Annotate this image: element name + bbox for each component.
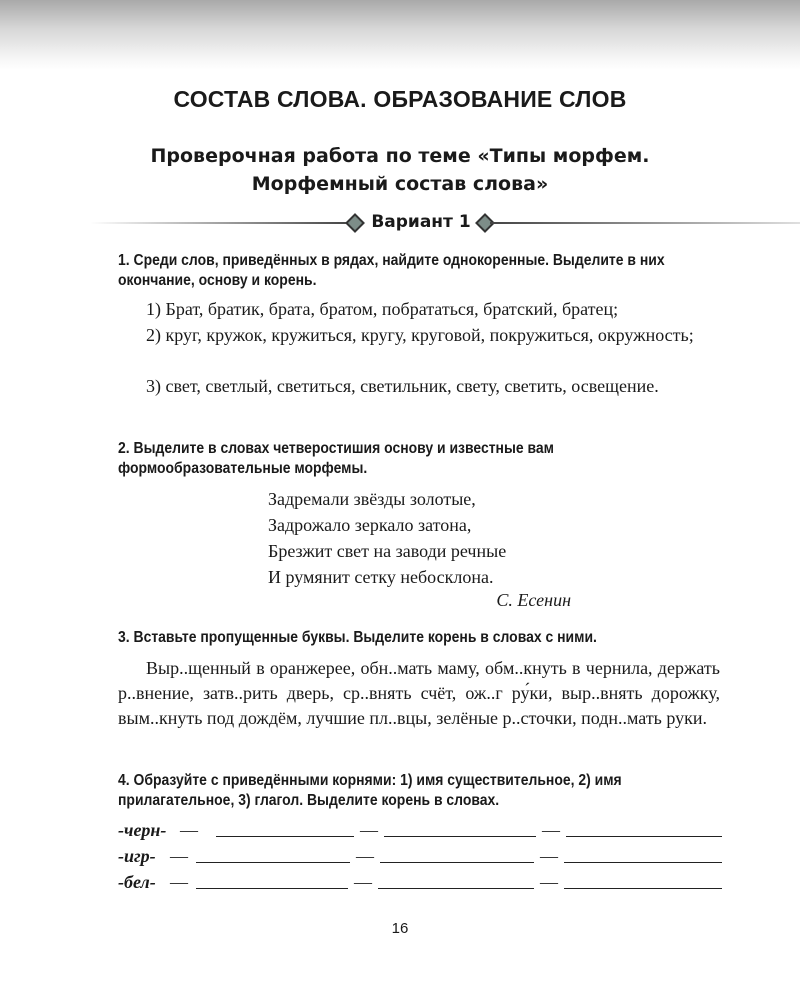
answer-blank-adjective[interactable] — [380, 862, 534, 863]
task4-heading: 4. Образуйте с приведёнными корнями: 1) имя существительное, 2) имя прилагательное, 3) глагол. Выделите корень в словах. — [118, 772, 622, 809]
poem — [268, 486, 578, 590]
root-label: -черн- — [118, 820, 167, 840]
dash: — — [170, 846, 188, 866]
task3-heading: 3. Вставьте пропущенные буквы. Выделите корень в словах с ними. — [118, 629, 597, 646]
task1-row-2: 2) круг, кружок, кружиться, кругу, круговой, покружиться, окружность; — [146, 325, 694, 345]
answer-blank-verb[interactable] — [564, 862, 722, 863]
poem-author: С. Есенин — [496, 590, 571, 610]
variant-label: Вариант 1 — [371, 212, 471, 232]
poem-line-3: Брезжит свет на заводи речные — [268, 541, 507, 561]
poem-line-1: Задремали звёзды золотые, — [268, 489, 476, 509]
root-row-chern — [118, 820, 722, 842]
page-number: 16 — [391, 920, 409, 937]
answer-blank-adjective[interactable] — [384, 836, 536, 837]
dash: — — [540, 846, 558, 866]
poem-line-4: И румянит сетку небосклона. — [268, 567, 494, 587]
dash: — — [360, 820, 378, 840]
task1-heading: 1. Среди слов, приведённых в рядах, найдите однокоренные. Выделите в них окончание, основу и корень. — [118, 252, 665, 289]
task2-heading: 2. Выделите в словах четверостишия основу и известные вам формообразовательные морфемы. — [118, 440, 554, 477]
answer-blank-noun[interactable] — [196, 888, 348, 889]
work-title-line2: Морфемный состав слова» — [251, 173, 549, 195]
answer-blank-adjective[interactable] — [378, 888, 534, 889]
work-title — [0, 142, 800, 198]
dash: — — [356, 846, 374, 866]
answer-blank-noun[interactable] — [216, 836, 354, 837]
task1-row-3: 3) свет, светлый, светиться, светильник, свету, светить, освещение. — [146, 376, 659, 396]
answer-blank-noun[interactable] — [196, 862, 350, 863]
divider-line-left — [90, 222, 350, 224]
root-label: -игр- — [118, 846, 156, 866]
dash: — — [542, 820, 560, 840]
poem-line-2: Задрожало зеркало затона, — [268, 515, 472, 535]
variant-divider — [90, 210, 800, 236]
top-shade — [0, 0, 800, 70]
root-row-igr — [118, 846, 722, 868]
dash: — — [354, 872, 372, 892]
dash: — — [180, 820, 198, 840]
root-label: -бел- — [118, 872, 156, 892]
answer-blank-verb[interactable] — [566, 836, 722, 837]
task1-row-1: 1) Брат, братик, брата, братом, побрататься, братский, братец; — [146, 299, 619, 319]
diamond-ornament-left-icon — [345, 213, 365, 233]
work-title-line1: Проверочная работа по теме «Типы морфем. — [150, 145, 650, 167]
root-row-bel — [118, 872, 722, 894]
section-title: СОСТАВ СЛОВА. ОБРАЗОВАНИЕ СЛОВ — [173, 86, 627, 112]
divider-line-right — [490, 222, 800, 224]
dash: — — [540, 872, 558, 892]
task3-text: Выр..щенный в оранжерее, обн..мать маму, обм..кнуть в чернила, держать р..внение, затв..рить дверь, ср..внять счёт, ож..г ру́ки, выр..внять дорожку, вым..кнуть под дождём, лучшие пл..вцы, зелёные р..сточки, подн..мать руки. — [118, 658, 720, 728]
dash: — — [170, 872, 188, 892]
answer-blank-verb[interactable] — [564, 888, 722, 889]
